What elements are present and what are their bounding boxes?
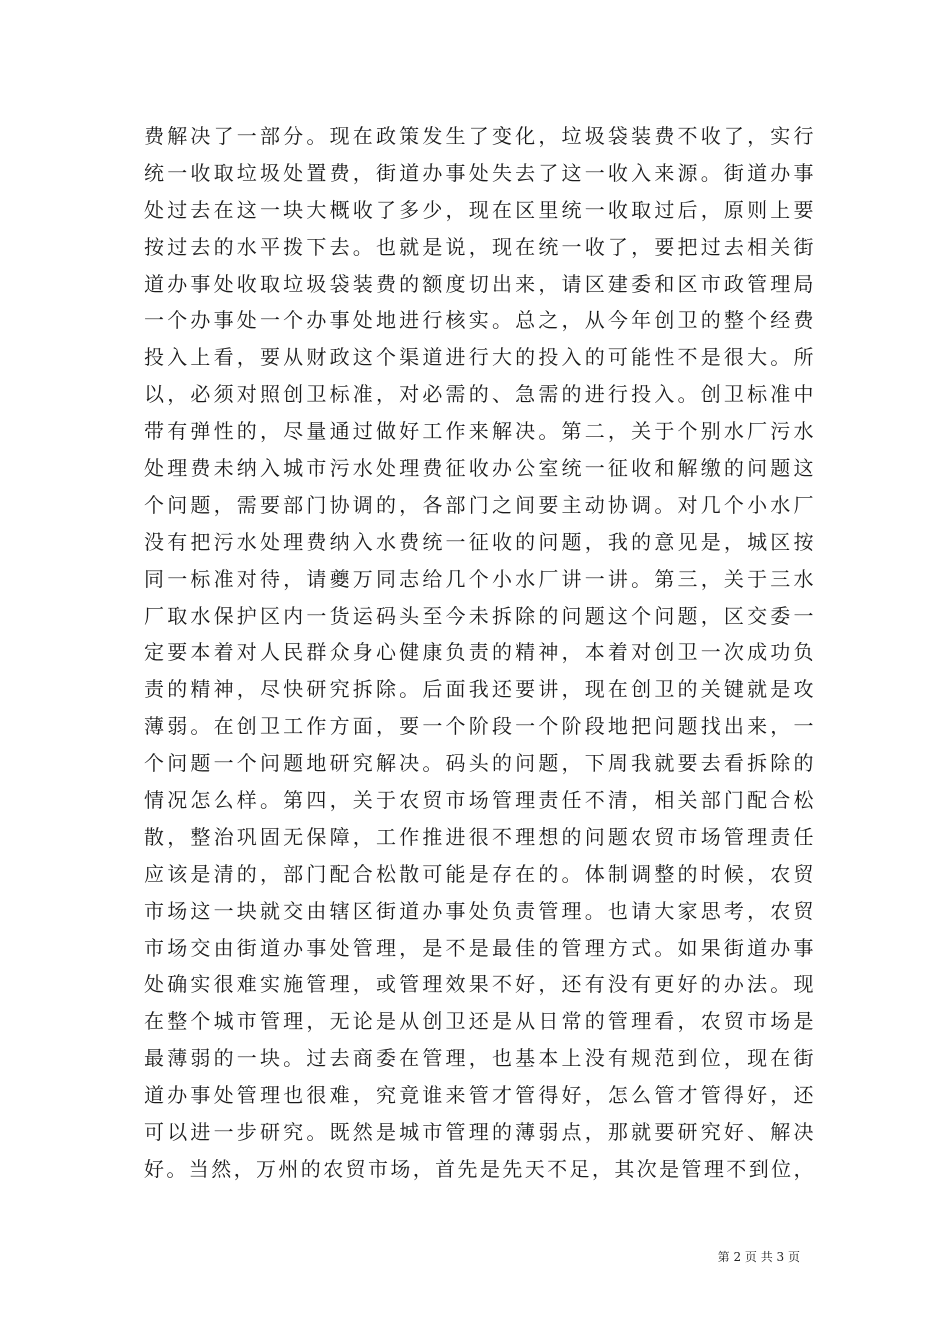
text-line: 定要本着对人民群众身心健康负责的精神，本着对创卫一次成功负 — [144, 640, 814, 665]
text-line: 以，必须对照创卫标准，对必需的、急需的进行投入。创卫标准中 — [144, 382, 814, 407]
text-line: 投入上看，要从财政这个渠道进行大的投入的可能性不是很大。所 — [144, 345, 814, 370]
text-line: 情况怎么样。第四，关于农贸市场管理责任不清，相关部门配合松 — [144, 788, 814, 813]
text-line: 薄弱。在创卫工作方面，要一个阶段一个阶段地把问题找出来，一 — [144, 714, 814, 739]
text-line: 个问题一个问题地研究解决。码头的问题，下周我就要去看拆除的 — [144, 751, 814, 776]
text-line: 没有把污水处理费纳入水费统一征收的问题，我的意见是，城区按 — [144, 529, 814, 554]
text-line: 个问题，需要部门协调的，各部门之间要主动协调。对几个小水厂 — [144, 492, 814, 517]
text-line: 按过去的水平拨下去。也就是说，现在统一收了，要把过去相关街 — [144, 234, 814, 259]
text-line: 好。当然，万州的农贸市场，首先是先天不足，其次是管理不到位， — [144, 1156, 814, 1181]
text-line: 同一标准对待，请夔万同志给几个小水厂讲一讲。第三，关于三水 — [144, 566, 814, 591]
text-line: 在整个城市管理，无论是从创卫还是从日常的管理看，农贸市场是 — [144, 1009, 814, 1034]
text-line: 统一收取垃圾处置费，街道办事处失去了这一收入来源。街道办事 — [144, 160, 814, 185]
text-line: 最薄弱的一块。过去商委在管理，也基本上没有规范到位，现在街 — [144, 1046, 814, 1071]
page-number: 第 2 页 共 3 页 — [717, 1250, 800, 1264]
text-line: 处理费未纳入城市污水处理费征收办公室统一征收和解缴的问题这 — [144, 456, 814, 481]
text-line: 道办事处管理也很难，究竟谁来管才管得好，怎么管才管得好，还 — [144, 1083, 814, 1108]
text-line: 市场交由街道办事处管理，是不是最佳的管理方式。如果街道办事 — [144, 935, 814, 960]
text-line: 一个办事处一个办事处地进行核实。总之，从今年创卫的整个经费 — [144, 308, 814, 333]
text-line: 道办事处收取垃圾袋装费的额度切出来，请区建委和区市政管理局 — [144, 271, 814, 296]
text-line: 处确实很难实施管理，或管理效果不好，还有没有更好的办法。现 — [144, 972, 814, 997]
text-line: 可以进一步研究。既然是城市管理的薄弱点，那就要研究好、解决 — [144, 1120, 814, 1145]
text-line: 应该是清的，部门配合松散可能是存在的。体制调整的时候，农贸 — [144, 861, 814, 886]
text-line: 厂取水保护区内一货运码头至今未拆除的问题这个问题，区交委一 — [144, 603, 814, 628]
document-body — [144, 118, 814, 1188]
text-line: 带有弹性的，尽量通过做好工作来解决。第二，关于个别水厂污水 — [144, 419, 814, 444]
text-line: 散，整治巩固无保障，工作推进很不理想的问题农贸市场管理责任 — [144, 824, 814, 849]
text-line: 责的精神，尽快研究拆除。后面我还要讲，现在创卫的关键就是攻 — [144, 677, 814, 702]
text-line: 费解决了一部分。现在政策发生了变化，垃圾袋装费不收了，实行 — [144, 124, 814, 148]
text-line: 市场这一块就交由辖区街道办事处负责管理。也请大家思考，农贸 — [144, 898, 814, 923]
text-line: 处过去在这一块大概收了多少，现在区里统一收取过后，原则上要 — [144, 197, 814, 222]
